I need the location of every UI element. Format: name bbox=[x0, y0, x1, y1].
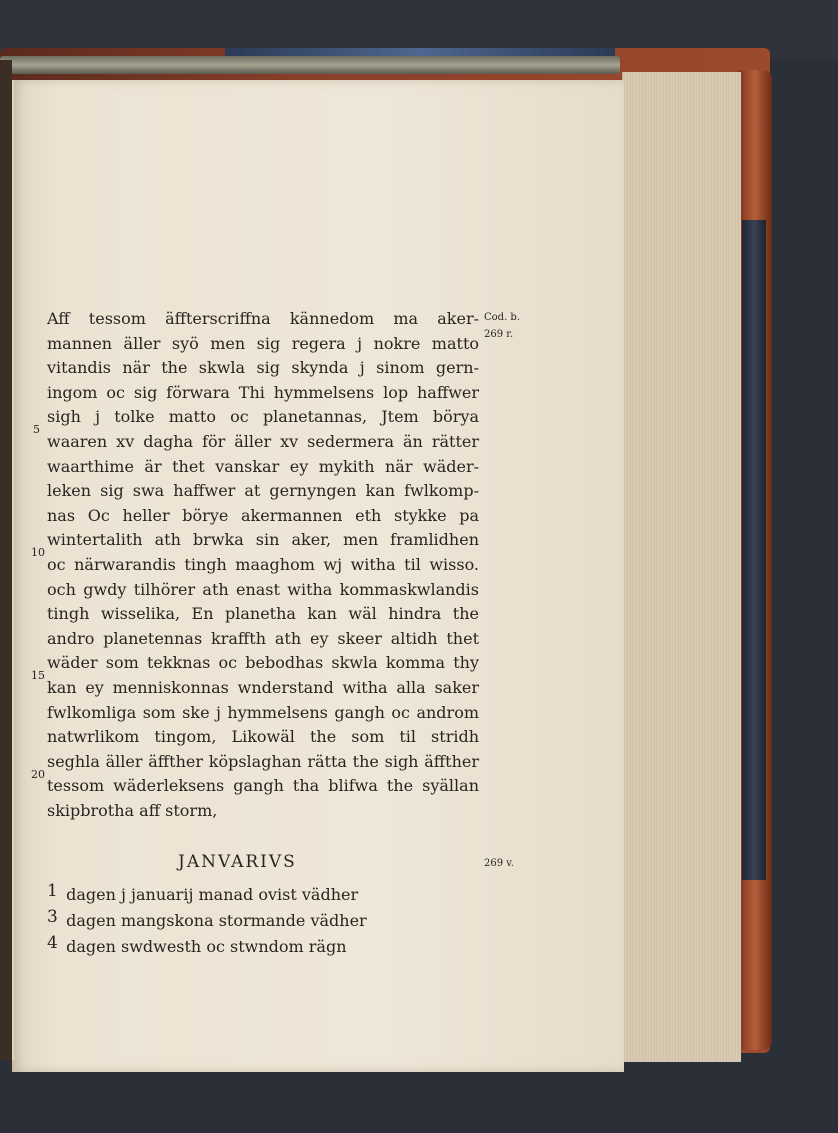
text-line: mannen äller syö men sig regera j nokre matto bbox=[47, 333, 479, 353]
text-line: nas Oc heller börye akermannen eth stykke pa bbox=[47, 505, 479, 525]
calendar-entries bbox=[47, 882, 367, 960]
headband bbox=[0, 56, 620, 74]
line-number-15: 15 bbox=[31, 669, 45, 682]
margin-cod: Cod. b. bbox=[484, 312, 521, 323]
page-stack bbox=[622, 72, 741, 1062]
text-line: waaren xv dagha för äller xv sedermera än rätter bbox=[47, 431, 479, 451]
line-number-5: 5 bbox=[33, 423, 40, 436]
line-number-20: 20 bbox=[31, 768, 45, 781]
text-line: andro planetennas kraffth ath ey skeer altidh thet bbox=[47, 628, 479, 648]
text-line: ingom oc sig förwara Thi hymmelsens lop haffwer bbox=[47, 382, 479, 402]
text-line: Aff tessom äffterscriffna kännedom ma aker- bbox=[47, 309, 479, 328]
entry-day-number: 1 bbox=[47, 881, 58, 901]
calendar-entry bbox=[47, 908, 367, 934]
text-line: fwlkomliga som ske j hymmelsens gangh oc androm bbox=[47, 702, 479, 722]
text-line: tessom wäderleksens gangh tha blifwa the syällan bbox=[47, 776, 479, 796]
text-line: leken sig swa haffwer at gernyngen kan fwlkomp- bbox=[47, 481, 479, 501]
entry-text: dagen swdwesth oc stwndom rägn bbox=[66, 937, 347, 956]
entry-day-number: 4 bbox=[47, 933, 58, 953]
right-cover-dark-strip bbox=[742, 220, 766, 880]
text-line: oc närwarandis tingh maaghom wj witha til wisso. bbox=[47, 554, 479, 574]
book-spine bbox=[0, 60, 12, 1060]
text-line: seghla äller äffther köpslaghan rätta the sigh äffther bbox=[47, 751, 479, 771]
text-line: waarthime är thet vanskar ey mykith när wäder- bbox=[47, 456, 479, 476]
text-line: sigh j tolke matto oc planetannas, Jtem börya bbox=[47, 407, 479, 427]
text-line: skipbrotha aff storm, bbox=[47, 800, 218, 820]
text-line: tingh wisselika, En planetha kan wäl hindra the bbox=[47, 604, 479, 624]
text-line: natwrlikom tingom, Likowäl the som til stridh bbox=[47, 727, 479, 747]
text-line: vitandis när the skwla sig skynda j sinom gern- bbox=[47, 358, 479, 378]
entry-text: dagen j januarij manad ovist vädher bbox=[66, 885, 359, 904]
margin-ref-269r: 269 r. bbox=[484, 329, 514, 340]
entry-text: dagen mangskona stormande vädher bbox=[66, 911, 367, 930]
calendar-entry bbox=[47, 882, 367, 908]
margin-ref-269v: 269 v. bbox=[484, 858, 514, 869]
section-title: JANVARIVS bbox=[178, 852, 297, 872]
body-paragraph bbox=[47, 307, 479, 823]
text-line: och gwdy tilhörer ath enast witha kommaskwlandis bbox=[47, 579, 479, 599]
entry-day-number: 3 bbox=[47, 907, 58, 927]
line-number-10: 10 bbox=[31, 546, 45, 559]
text-line: wäder som tekknas oc bebodhas skwla komma thy bbox=[47, 653, 479, 673]
text-line: kan ey menniskonnas wnderstand witha alla saker bbox=[47, 677, 479, 697]
calendar-entry bbox=[47, 934, 367, 960]
text-line: wintertalith ath brwka sin aker, men framlidhen bbox=[47, 530, 479, 550]
